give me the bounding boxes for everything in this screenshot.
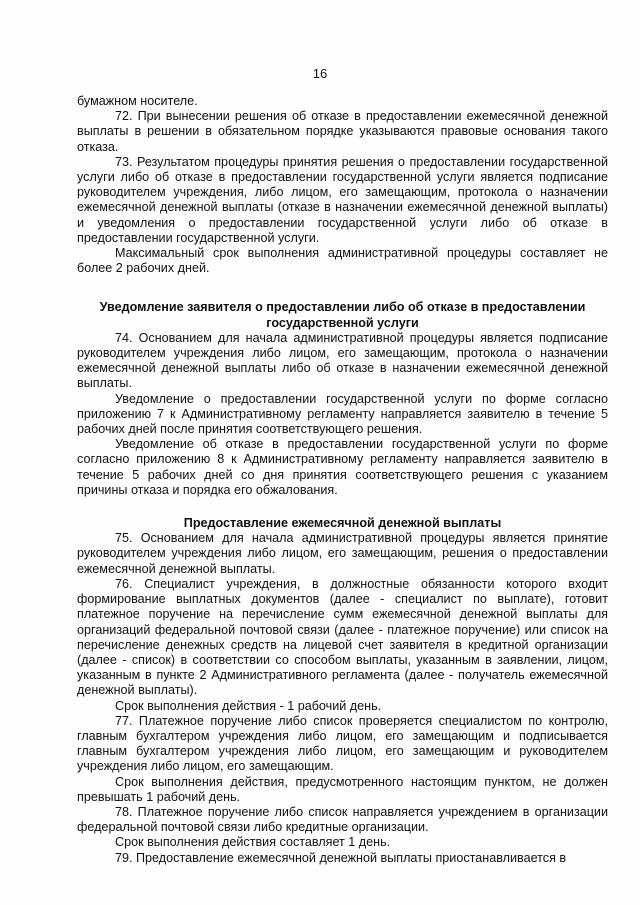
- section-heading: Уведомление заявителя о предоставлении либо об отказе в предоставлении государственной услуги: [99, 300, 586, 330]
- paragraph: 75. Основанием для начала административной процедуры является принятие руководителем учреждения либо лицом, его замещающим, решения о предоставлении ежемесячной денежной выплаты.: [77, 531, 608, 576]
- paragraph: Уведомление об отказе в предоставлении государственной услуги по форме согласно приложению 8 к Административному регламенту направляется заявителю в течение 5 рабочих дней со дня принятия соответствующего решения с указанием причины отказа и порядка его обжалования.: [77, 437, 608, 497]
- paragraph: бумажном носителе.: [77, 94, 198, 108]
- paragraph: 79. Предоставление ежемесячной денежной выплаты приостанавливается в: [115, 850, 567, 865]
- paragraph: Срок выполнения действия, предусмотренного настоящим пунктом, не должен превышать 1 рабочий день.: [77, 774, 608, 804]
- spacer: [77, 276, 608, 300]
- paragraph: Срок выполнения действия составляет 1 день.: [115, 835, 391, 850]
- paragraph: 74. Основанием для начала административной процедуры является подписание руководителем учреждения либо лицом, его замещающим, протокола о назначении ежемесячной денежной выплаты либо об отказе в назначении ежемесячной денежной выплаты.: [77, 330, 608, 391]
- paragraph: 76. Специалист учреждения, в должностные обязанности которого входит формирование выплатных документов (далее - специалист по выплате), готовит платежное поручение на перечисление сумм ежемесячной денежной выплаты для организаций федеральной почтовой связи (далее - платежное поручение) или список на перечисление денежных средств на лицевой счет заявителя в кредитной организации (далее - список) в соответствии со способом выплаты, указанным в заявлении, лицом, указанным в пункте 2 Административного регламента (далее - получатель ежемесячной денежной выплаты).: [77, 576, 608, 698]
- document-body: [77, 94, 608, 866]
- paragraph: 77. Платежное поручение либо список проверяется специалистом по контролю, главным бухгалтером учреждения либо лицом, его замещающим и подписывается главным бухгалтером учреждения либо лицом, его замещающим и руководителем учреждения либо лицом, его замещающим.: [77, 713, 608, 774]
- spacer: [77, 498, 608, 516]
- paragraph: Срок выполнения действия - 1 рабочий день.: [115, 698, 382, 713]
- page-number: 16: [312, 66, 328, 81]
- section-heading: Предоставление ежемесячной денежной выплаты: [183, 516, 502, 531]
- paragraph: 72. При вынесении решения об отказе в предоставлении ежемесячной денежной выплаты в решении в обязательном порядке указываются правовые основания такого отказа.: [77, 109, 608, 154]
- paragraph: Уведомление о предоставлении государственной услуги по форме согласно приложению 7 к Административному регламенту направляется заявителю в течение 5 рабочих дней после принятия соответствующего решения.: [77, 391, 608, 437]
- paragraph: 78. Платежное поручение либо список направляется учреждением в организации федеральной почтовой связи либо кредитные организации.: [77, 804, 608, 835]
- paragraph: Максимальный срок выполнения административной процедуры составляет не более 2 рабочих дней.: [77, 246, 608, 276]
- paragraph: 73. Результатом процедуры принятия решения о предоставлении государственной услуги либо об отказе в предоставлении государственной услуги является подписание руководителем учреждения, либо лицом, его замещающим, протокола о назначении ежемесячной денежной выплаты (отказе в назначении ежемесячной денежной выплаты) и уведомления о предоставлении государственной услуги либо об отказе в предоставлении государственной услуги.: [77, 154, 608, 245]
